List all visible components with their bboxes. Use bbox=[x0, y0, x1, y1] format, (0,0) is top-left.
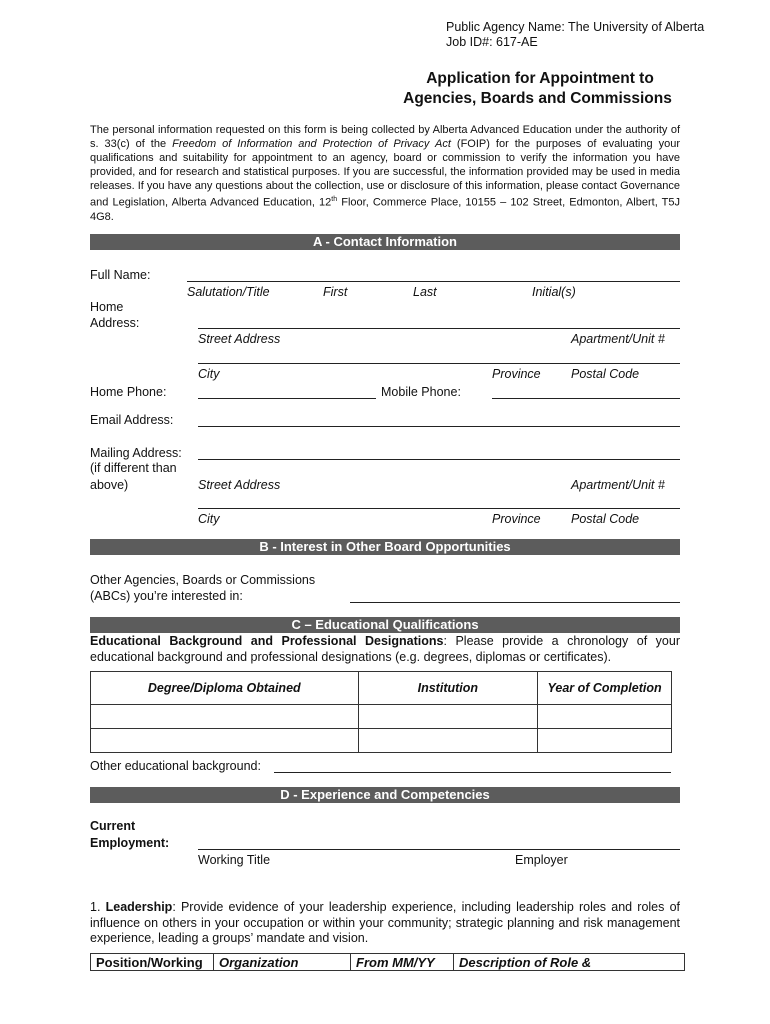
home-phone-label: Home Phone: bbox=[90, 385, 167, 399]
other-education-field[interactable] bbox=[274, 772, 671, 773]
education-instructions bbox=[90, 633, 680, 665]
year-cell[interactable] bbox=[538, 705, 672, 729]
mobile-phone-field[interactable] bbox=[492, 398, 680, 399]
privacy-notice-part-3: Floor, Commerce Place, 10155 – 102 Street, Edmonton, Albert, T5J 4G8. bbox=[90, 196, 680, 223]
section-c-header: C – Educational Qualifications bbox=[90, 617, 680, 633]
privacy-notice-part-2: (FOIP) for the purposes of evaluating your qualifications and suitability for appointment to an agency, board or commission to verify the information you have provided, and for research and statistical purposes. If you are successful, the information provided may be used in media releases. If you have any questions about the collection, use or disclosure of this information, please contact Governance and Legislation, Alberta Advanced Education, 12 bbox=[90, 138, 680, 209]
last-name-caption: Last bbox=[413, 285, 437, 299]
full-name-field[interactable] bbox=[187, 281, 680, 282]
first-name-caption: First bbox=[323, 285, 348, 299]
mailing-city-caption: City bbox=[198, 512, 220, 526]
email-label: Email Address: bbox=[90, 413, 174, 427]
home-street-field[interactable] bbox=[198, 328, 680, 329]
leadership-question bbox=[90, 900, 680, 947]
home-province-caption: Province bbox=[492, 367, 541, 381]
leadership-bold-label: Leadership bbox=[105, 900, 173, 914]
mailing-street-caption: Street Address bbox=[198, 478, 281, 492]
working-title-caption: Working Title bbox=[198, 853, 271, 867]
home-address-label: Home Address: bbox=[90, 300, 140, 330]
section-a-header: A - Contact Information bbox=[90, 234, 680, 250]
mailing-address-label: Mailing Address: bbox=[90, 446, 182, 460]
education-instructions-text: : Please provide a chronology of your educational background and professional designations (e.g. degrees, diplomas or certificates). bbox=[90, 634, 680, 664]
year-column-header: Year of Completion bbox=[538, 672, 672, 705]
mailing-city-field[interactable] bbox=[198, 508, 680, 509]
position-column-header: Position/Working bbox=[91, 954, 214, 971]
mailing-apartment-caption: Apartment/Unit # bbox=[571, 478, 665, 492]
institution-cell[interactable] bbox=[358, 729, 538, 753]
form-title-line-1: Application for Appointment to bbox=[426, 70, 654, 87]
home-apartment-caption: Apartment/Unit # bbox=[571, 332, 665, 346]
organization-column-header: Organization bbox=[214, 954, 351, 971]
degree-cell[interactable] bbox=[91, 729, 359, 753]
privacy-notice-part-1: The personal information requested on this form is being collected by Alberta Advanced Education under the authority of s. 33(c) of the bbox=[90, 124, 680, 150]
initials-caption: Initial(s) bbox=[532, 285, 576, 299]
institution-cell[interactable] bbox=[358, 705, 538, 729]
section-d-header: D - Experience and Competencies bbox=[90, 787, 680, 803]
agency-name: Public Agency Name: The University of Alberta bbox=[446, 20, 705, 34]
description-column-header: Description of Role & bbox=[454, 954, 685, 971]
foip-act-name: Freedom of Information and Protection of Privacy Act bbox=[172, 138, 451, 150]
current-employment-field[interactable] bbox=[198, 849, 680, 850]
mobile-phone-label: Mobile Phone: bbox=[381, 385, 461, 399]
education-table bbox=[90, 671, 672, 753]
home-phone-field[interactable] bbox=[198, 398, 376, 399]
degree-cell[interactable] bbox=[91, 705, 359, 729]
mailing-province-caption: Province bbox=[492, 512, 541, 526]
job-id: Job ID#: 617-AE bbox=[446, 35, 538, 49]
institution-column-header: Institution bbox=[358, 672, 538, 705]
year-cell[interactable] bbox=[538, 729, 672, 753]
privacy-notice bbox=[90, 123, 680, 224]
salutation-caption: Salutation/Title bbox=[187, 285, 270, 299]
leadership-table bbox=[90, 953, 685, 971]
degree-column-header: Degree/Diploma Obtained bbox=[91, 672, 359, 705]
current-employment-label-1: Current bbox=[90, 819, 136, 833]
mailing-address-note-2: above) bbox=[90, 478, 129, 492]
education-row bbox=[91, 729, 672, 753]
floor-superscript: th bbox=[331, 196, 338, 203]
form-title-line-2: Agencies, Boards and Commissions bbox=[403, 90, 672, 107]
education-instructions-bold: Educational Background and Professional Designations bbox=[90, 634, 444, 648]
other-abcs-field[interactable] bbox=[350, 602, 680, 603]
email-field[interactable] bbox=[198, 426, 680, 427]
other-education-label: Other educational background: bbox=[90, 759, 261, 773]
leadership-question-text: : Provide evidence of your leadership experience, including leadership roles and roles of influence on others in your occupation or within your community; strategic planning and risk management experience, leading a groups’ mandate and vision. bbox=[90, 900, 680, 945]
mailing-postal-caption: Postal Code bbox=[571, 512, 640, 526]
home-street-caption: Street Address bbox=[198, 332, 281, 346]
home-postal-caption: Postal Code bbox=[571, 367, 640, 381]
employer-caption: Employer bbox=[515, 853, 568, 867]
mailing-street-field[interactable] bbox=[198, 459, 680, 460]
current-employment-label-2: Employment: bbox=[90, 836, 170, 850]
section-b-header: B - Interest in Other Board Opportunities bbox=[90, 539, 680, 555]
leadership-number: 1. bbox=[90, 900, 106, 914]
other-abcs-label-1: Other Agencies, Boards or Commissions bbox=[90, 573, 316, 587]
other-abcs-label-2: (ABCs) you’re interested in: bbox=[90, 589, 243, 603]
mailing-address-note-1: (if different than bbox=[90, 461, 177, 475]
home-city-field[interactable] bbox=[198, 363, 680, 364]
from-date-column-header: From MM/YY bbox=[351, 954, 454, 971]
home-city-caption: City bbox=[198, 367, 220, 381]
education-row bbox=[91, 705, 672, 729]
full-name-label: Full Name: bbox=[90, 268, 151, 282]
